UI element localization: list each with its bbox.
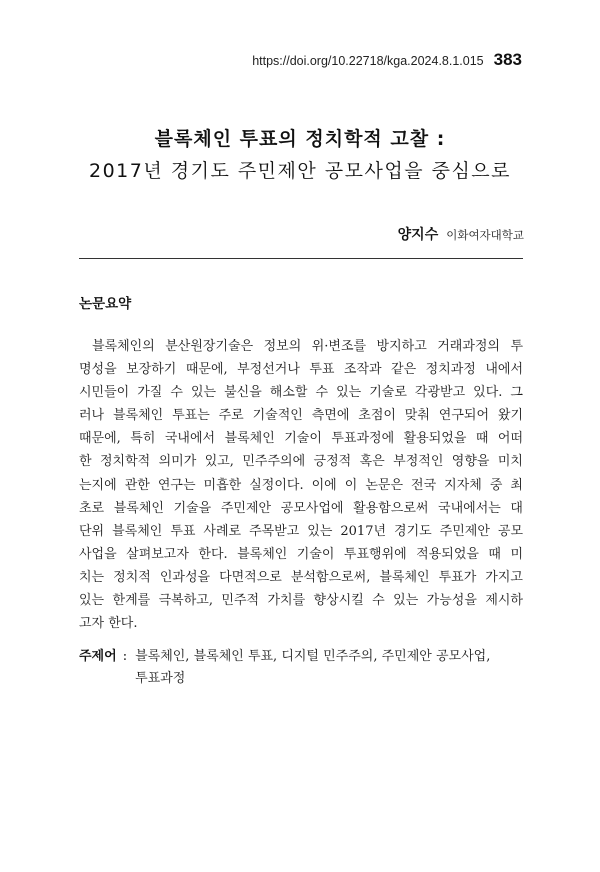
abstract-line: 때문에, 특히 국내에서 블록체인 기술이 투표과정에 활용되었을 때 어떠 (79, 431, 523, 447)
divider-rule (79, 258, 523, 259)
abstract-line: 블록체인의 분산원장기술은 정보의 위·변조를 방지하고 거래과정의 투 (92, 339, 523, 354)
abstract-line: 는지에 관한 연구는 미흡한 실정이다. 이에 이 논문은 전국 지자체 중 최 (79, 477, 523, 493)
paper-title (0, 124, 600, 186)
abstract-line: 단위 블록체인 투표 사례로 주목받고 있는 2017년 경기도 주민제안 공모 (79, 523, 523, 539)
author-block (398, 224, 524, 244)
abstract-line: 명성을 보장하기 때문에, 부정선거나 투표 조작과 같은 정치과정 내에서 (79, 362, 523, 378)
author-name: 양지수 (397, 227, 439, 243)
page-header (252, 50, 522, 70)
doi-link[interactable]: https://doi.org/10.22718/kga.2024.8.1.015 (252, 54, 484, 68)
keywords-line-2: 투표과정 (135, 671, 186, 686)
abstract-heading: 논문요약 (79, 296, 132, 312)
abstract-line: 치는 정치적 인과성을 다면적으로 분석함으로써, 블록체인 투표가 가지고 (79, 569, 523, 585)
author-affiliation: 이화여자대학교 (446, 228, 524, 242)
abstract-line: 사업을 살펴보고자 한다. 블록체인 기술이 투표행위에 적용되었을 때 미 (79, 546, 523, 562)
abstract-line: 시민들이 가질 수 있는 불신을 해소할 수 있는 기술로 각광받고 있다. 그 (79, 385, 523, 401)
title-line-1: 블록체인 투표의 정치학적 고찰 : (154, 128, 446, 150)
abstract-line: 러나 블록체인 투표는 주로 기술적인 측면에 초점이 맞춰 연구되어 왔기 (79, 408, 523, 424)
page-number: 383 (493, 50, 522, 69)
title-line-2: 2017년 경기도 주민제안 공모사업을 중심으로 (88, 160, 512, 182)
keywords-block (79, 646, 529, 690)
abstract-line: 있는 한계를 극복하고, 민주적 가치를 향상시킬 수 있는 가능성을 제시하 (79, 593, 523, 609)
abstract-line: 한 정치학적 의미가 있고, 민주주의에 긍정적 혹은 부정적인 영향을 미치 (79, 454, 523, 470)
abstract-body (79, 335, 523, 635)
keywords-label: 주제어 (79, 649, 117, 664)
keywords-line-1: 블록체인, 블록체인 투표, 디지털 민주주의, 주민제안 공모사업, (135, 649, 491, 664)
keywords-text (135, 646, 490, 690)
keywords-colon: : (122, 649, 128, 664)
abstract-line: 고자 한다. (79, 616, 138, 632)
abstract-line: 초로 블록체인 기술을 주민제안 공모사업에 활용함으로써 국내에서는 대 (79, 500, 523, 516)
